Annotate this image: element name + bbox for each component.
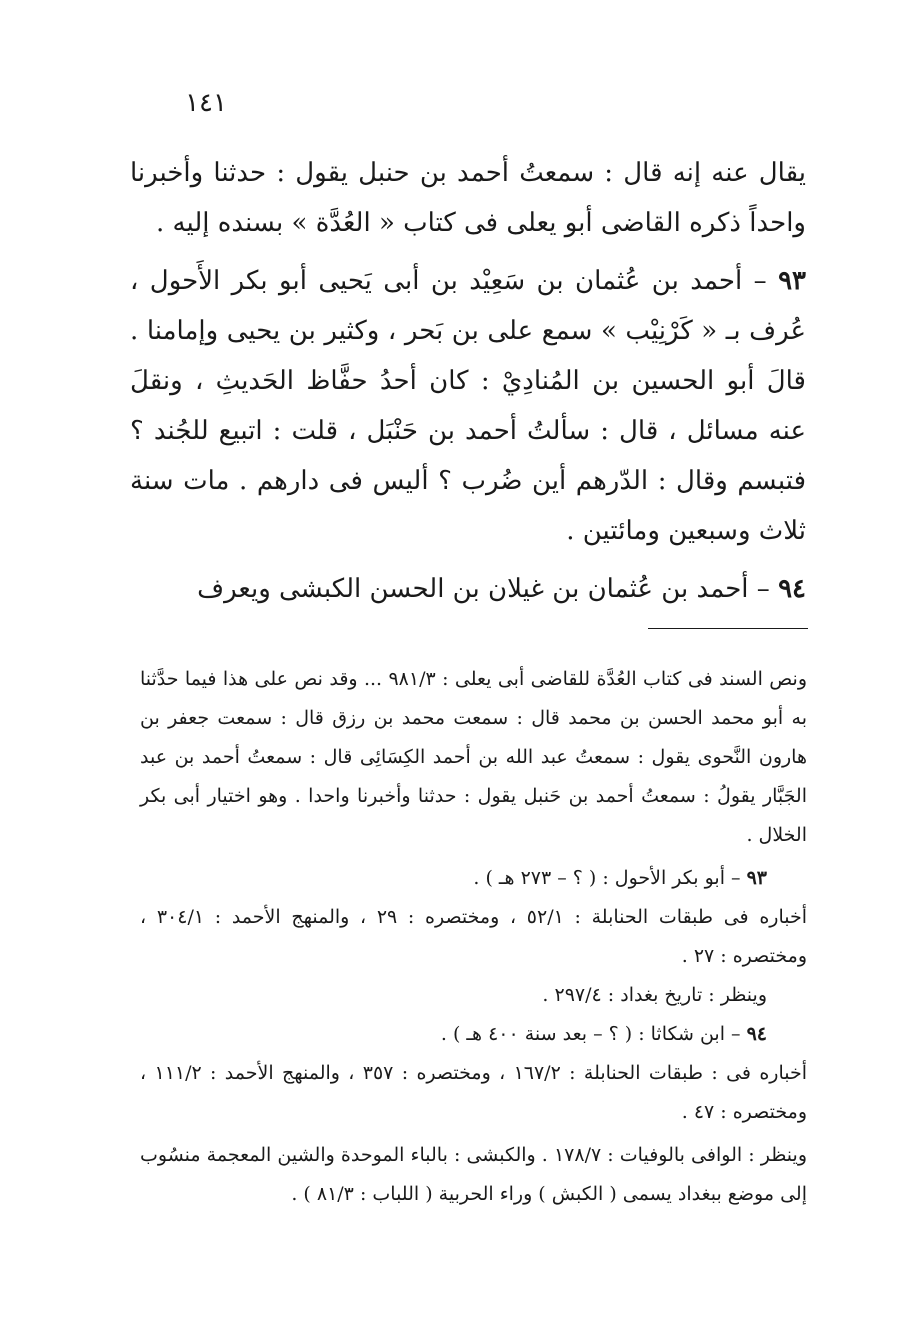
footnote-see-also: وينظر : تاريخ بغداد : ٢٩٧/٤ . <box>542 984 767 1006</box>
footnotes <box>140 660 807 1214</box>
footnote-references: أخباره فى : طبقات الحنابلة : ١٦٧/٢ ، ومختصره : ٣٥٧ ، والمنهج الأحمد : ١١١/٢ ، ومختصره : ٤٧ . <box>140 1062 807 1123</box>
biography-entry-93 <box>130 256 806 556</box>
footnote-number: ٩٣ <box>746 867 767 889</box>
footnote-see-also: وينظر : الوافى بالوفيات : ١٧٨/٧ . والكبشى : بالباء الموحدة والشين المعجمة منسُوب إلى موضع ببغداد يسمى ( الكبش ) وراء الحربية ( اللباب : ٨١/٣ ) . <box>140 1144 807 1205</box>
footnote-heading-text: – أبو بكر الأحول : ( ؟ – ٢٧٣ هـ ) . <box>473 867 741 889</box>
entry-text: – أحمد بن عُثمان بن غيلان بن الحسن الكبشى ويعرف <box>197 574 770 604</box>
footnote-heading-94 <box>140 1015 807 1054</box>
entry-number: ٩٤ <box>778 574 806 604</box>
main-text <box>130 148 806 614</box>
page-number: ١٤١ <box>185 88 227 118</box>
footnote-references: أخباره فى طبقات الحنابلة : ٥٢/١ ، ومختصره : ٢٩ ، والمنهج الأحمد : ٣٠٤/١ ، ومختصره : ٢٧ . <box>140 906 808 967</box>
footnote: ونص السند فى كتاب العُدَّة للقاضى أبى يعلى : ٩٨١/٣ ... وقد نص على هذا فيما حدَّثنا به أبو محمد الحسن بن محمد قال : سمعت محمد بن رزق قال : سمعت جعفر بن هارون النَّحوى يقول : سمعتُ عبد الله بن أحمد الكِسَائِى قال : سمعتُ أحمد بن عبد الجَبَّار يقولُ : سمعتُ أحمد بن حَنبل يقول : حدثنا وأخبرنا واحدا . وهو اختيار أبى بكر الخلال . <box>140 668 807 846</box>
footnote-number: ٩٤ <box>746 1023 767 1045</box>
entry-number: ٩٣ <box>778 266 806 296</box>
entry-text: – أحمد بن عُثمان بن سَعِيْد بن أبى يَحيى أبو بكر الأَحول ، عُرف بـ « كَرْنِيْب » سمع على بن بَحر ، وكثير بن يحيى وإمامنا . قالَ أبو الحسين بن المُنادِيْ : كان أحدُ حفَّاظ الحَديثِ ، ونقلَ عنه مسائل ، قال : سألتُ أحمد بن حَنْبَل ، قلت : اتبيع للجُند ؟ فتبسم وقال : الدّرهم أين ضُرب ؟ أليس فى دارهم . مات سنة ثلاث وسبعين ومائتين . <box>130 266 806 546</box>
footnote-heading-93 <box>140 859 807 898</box>
footnote-heading-text: – ابن شكاثا : ( ؟ – بعد سنة ٤٠٠ هـ ) . <box>440 1023 741 1045</box>
biography-entry-94 <box>130 564 806 614</box>
paragraph: يقال عنه إنه قال : سمعتُ أحمد بن حنبل يقول : حدثنا وأخبرنا واحداً ذكره القاضى أبو يعلى فى كتاب « العُدَّة » بسنده إليه . <box>130 158 806 238</box>
footnote-divider <box>648 628 808 629</box>
